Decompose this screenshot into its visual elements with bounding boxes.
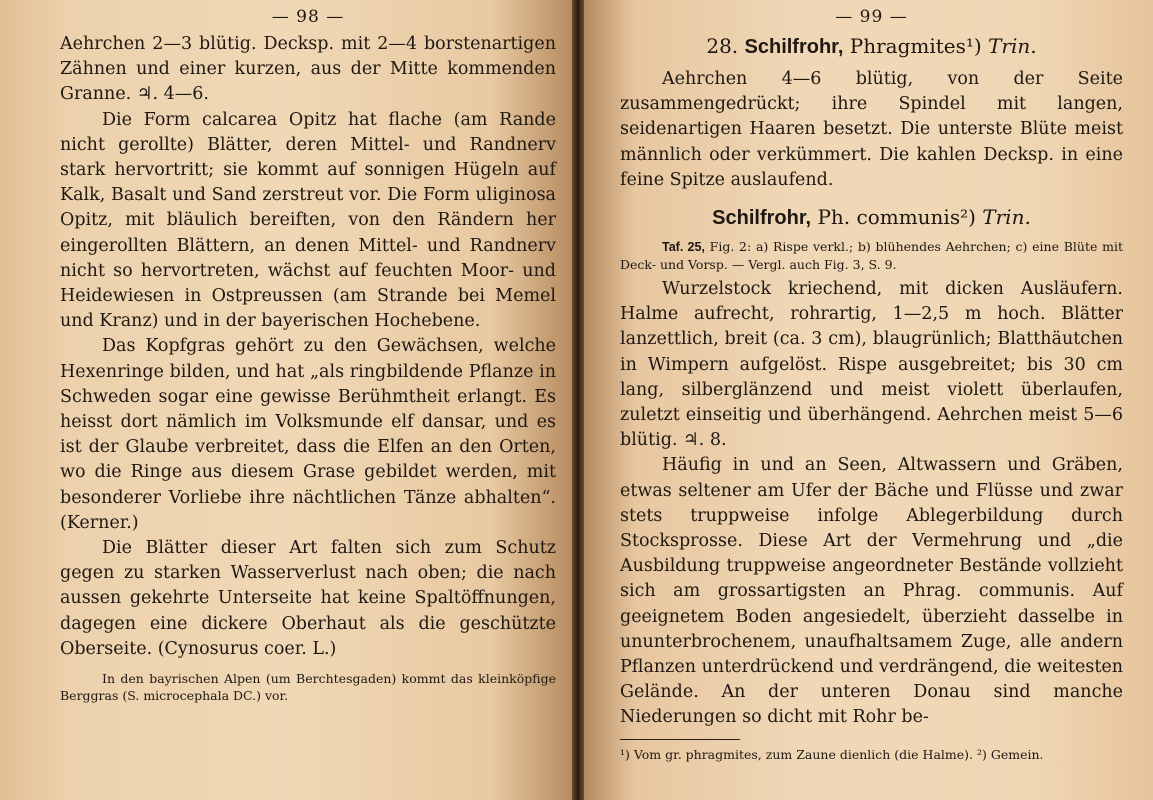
small-note: In den bayrischen Alpen (um Berchtesgaden) kommt das kleinköpfige Berggras (S. microcephala DC.) vor. <box>60 671 556 704</box>
left-page <box>0 0 572 800</box>
paragraph: Aehrchen 2—3 blütig. Decksp. mit 2—4 borstenartigen Zähnen und einer kurzen, aus der Mitte kommenden Granne. ♃. 4—6. <box>60 34 556 105</box>
species-author: Trin. <box>982 205 1031 230</box>
book-gutter <box>572 0 584 800</box>
page-number-right: — 99 — <box>835 7 908 27</box>
genus-author: Trin. <box>988 34 1037 58</box>
paragraph: Die Form calcarea Opitz hat flache (am Rande nicht gerollte) Blätter, deren Mittel- und Randnerv stark hervortritt; sie kommt auf sonnigen Hügeln auf Kalk, Basalt und Sand zerstreut vor. Die Form uliginosa Opitz, mit bläulich bereiften, von den Rändern her eingerollten Blättern, an denen Mittel- und Randnerv nicht so hervortreten, wächst auf feuchten Moor- und Heidewiesen in Ostpreussen (am Strande bei Memel und Kranz) und in der bayerischen Hochebene. <box>60 109 556 332</box>
paragraph: Häufig in und an Seen, Altwassern und Gräben, etwas seltener am Ufer der Bäche und Flüsse und zwar stets truppweise infolge Ablegerbildung durch Stocksprosse. Diese Art der Vermehrung und „die Ausbildung truppweise angeordneter Bestände vollzieht sich am grossartigsten an Phrag. communis. Auf geeignetem Boden angesiedelt, überzieht dasselbe in ununterbrochenem, unaufhaltsamem Zuge, alle andern Pflanzen unterdrückend und verdrängend, die weitesten Gelände. An der unteren Donau sind manche Niederungen so dicht mit Rohr be- <box>620 455 1123 728</box>
species-heading <box>620 203 1123 232</box>
genus-heading <box>620 32 1123 61</box>
paragraph: Wurzelstock kriechend, mit dicken Ausläufern. Halme aufrecht, rohrartig, 1—2,5 m hoch. Blätter lanzettlich, breit (ca. 3 cm), blaugrünlich; Blatthäutchen in Wimpern aufgelöst. Rispe ausgebreitet; bis 30 cm lang, silberglänzend und meist violett überlaufen, zuletzt einseitig und überhängend. Aehrchen meist 5—6 blütig. ♃. 8. <box>620 279 1123 451</box>
paragraph: Das Kopfgras gehört zu den Gewächsen, welche Hexenringe bilden, und hat „als ringbildende Pflanze in Schweden sogar eine gewisse Berühmtheit erlangt. Es heisst dort nämlich im Volksmunde elf dansar, und es ist der Glaube verbreitet, dass die Elfen an den Orten, wo die Ringe aus diesem Grase gebildet werden, mit besonderer Vorliebe ihre nächtlichen Tänze abhalten“. (Kerner.) <box>60 336 556 533</box>
plate-reference <box>620 238 1123 273</box>
paragraph: Die Blätter dieser Art falten sich zum Schutz gegen zu starken Wasserverlust nach oben; die nach aussen gekehrte Unterseite hat keine Spaltöffnungen, dagegen eine dickere Oberhaut als die geschützte Oberseite. (Cynosurus coer. L.) <box>60 538 556 659</box>
species-name: Schilfrohr, <box>712 207 812 230</box>
plate-label: Taf. 25, <box>662 240 705 255</box>
genus-latin: Phragmites¹) <box>849 34 982 58</box>
genus-name: Schilfrohr, <box>744 36 844 58</box>
page-number-left: — 98 — <box>271 7 345 27</box>
footnote-rule <box>620 739 740 740</box>
species-latin: Ph. communis²) <box>817 205 976 230</box>
right-page <box>584 0 1153 800</box>
genus-description: Aehrchen 4—6 blütig, von der Seite zusammengedrückt; ihre Spindel mit langen, seidenartigen Haaren besetzt. Die unterste Blüte meist männlich oder verkümmert. Die kahlen Decksp. in eine feine Spitze auslaufend. <box>620 69 1123 190</box>
footnote: ¹) Vom gr. phragmites, zum Zaune dienlich (die Halme). ²) Gemein. <box>620 746 1044 762</box>
plate-text: Fig. 2: a) Rispe verkl.; b) blühendes Aehrchen; c) eine Blüte mit Deck- und Vorsp. — Vergl. auch Fig. 3, S. 9. <box>620 239 1123 273</box>
genus-number: 28. <box>706 34 739 58</box>
